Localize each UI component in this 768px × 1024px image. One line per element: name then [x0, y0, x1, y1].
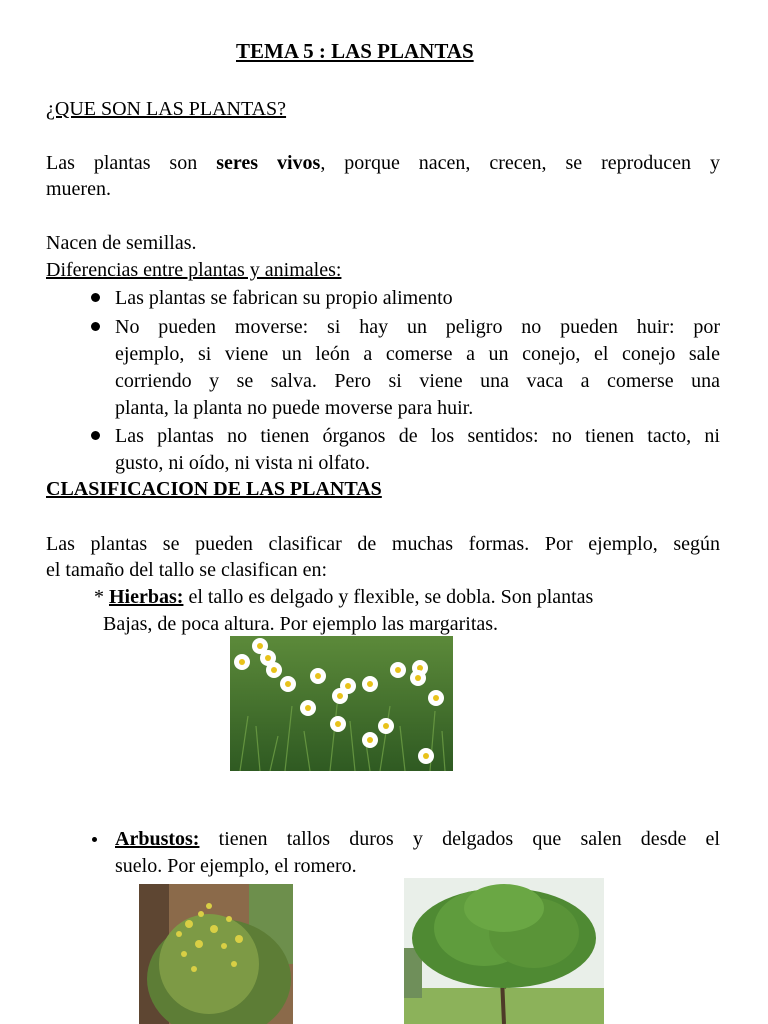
- bush-illustration: [404, 878, 604, 1024]
- intro-line-1: [46, 150, 720, 176]
- intro-text-a: Las plantas son: [46, 152, 217, 174]
- arbustos-term: Arbustos:: [115, 828, 200, 850]
- arbustos-line-1: [115, 826, 720, 852]
- bush-photo: [404, 878, 604, 1024]
- bullet-dot: [92, 837, 97, 842]
- daisies-photo: [230, 636, 453, 771]
- classification-line-2: el tamaño del tallo se clasifican en:: [46, 559, 327, 581]
- hierbas-line-2: Bajas, de poca altura. Por ejemplo las margaritas.: [103, 613, 499, 635]
- bullet-2-line-1: No pueden moverse: si hay un peligro no pueden huir: por: [115, 316, 720, 338]
- bullet-2-line-2: ejemplo, si viene un león a comerse a un conejo, el conejo sale: [115, 343, 720, 365]
- bullet-1-line-1: Las plantas se fabrican su propio alimento: [115, 287, 453, 309]
- section-heading-classification: CLASIFICACION DE LAS PLANTAS: [46, 478, 382, 500]
- hierbas-text-1: el tallo es delgado y flexible, se dobla. Son plantas: [183, 586, 594, 608]
- arbustos-line-2: suelo. Por ejemplo, el romero.: [115, 855, 357, 877]
- intro-line-2: mueren.: [46, 178, 111, 200]
- section-heading-what-are-plants: ¿QUE SON LAS PLANTAS?: [46, 98, 287, 120]
- page-title: TEMA 5 : LAS PLANTAS: [236, 39, 474, 63]
- bullet-dot: [91, 322, 100, 331]
- hierbas-star: *: [94, 586, 109, 608]
- classification-line-1: Las plantas se pueden clasificar de muchas formas. Por ejemplo, según: [46, 533, 720, 555]
- shrub-photo: [139, 884, 293, 1024]
- bullet-dot: [91, 293, 100, 302]
- bullet-3-line-1: Las plantas no tienen órganos de los sentidos: no tienen tacto, ni: [115, 425, 720, 447]
- hierbas-line-1: [94, 584, 593, 610]
- shrub-illustration: [139, 884, 293, 1024]
- seeds-sentence: Nacen de semillas.: [46, 232, 197, 254]
- intro-bold-living-beings: seres vivos: [216, 152, 321, 174]
- arbustos-text-1: tienen tallos duros y delgados que salen desde el: [199, 828, 720, 850]
- bullet-2-line-4: planta, la planta no puede moverse para huir.: [115, 397, 474, 419]
- daisies-illustration: [230, 636, 453, 771]
- differences-heading: Diferencias entre plantas y animales:: [46, 259, 342, 281]
- hierbas-term: Hierbas:: [109, 586, 184, 608]
- intro-text-b: , porque nacen, crecen, se reproducen y: [320, 152, 721, 174]
- bullet-3-line-2: gusto, ni oído, ni vista ni olfato.: [115, 452, 370, 474]
- bullet-dot: [91, 431, 100, 440]
- bullet-2-line-3: corriendo y se salva. Pero si viene una vaca a comerse una: [115, 370, 720, 392]
